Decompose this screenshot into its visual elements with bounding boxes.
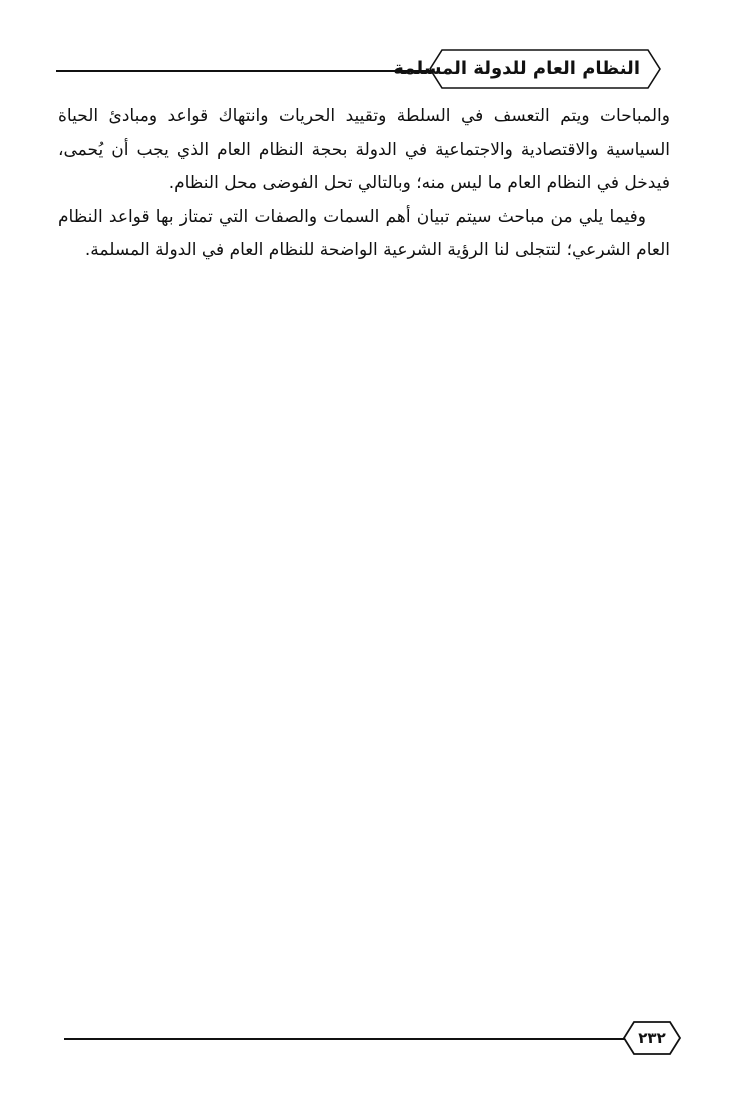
body-text [58,100,670,268]
header-rule [56,70,438,72]
footer-rule [64,1038,630,1040]
page-number: ٢٣٢ [638,1029,666,1047]
paragraph-1: والمباحات ويتم التعسف في السلطة وتقييد الحريات وانتهاك قواعد ومبادئ الحياة السياسية والاقتصادية والاجتماعية في الدولة بحجة النظام العام الذي يجب أن يُحمى، فيدخل في النظام العام ما ليس منه؛ وبالتالي تحل الفوضى محل النظام. [58,106,670,193]
running-title: النظام العام للدولة المسلمة [393,58,640,79]
paragraph-2: وفيما يلي من مباحث سيتم تبيان أهم السمات والصفات التي تمتاز بها قواعد النظام العام الشرعي؛ لتتجلى لنا الرؤية الشرعية الواضحة للنظام العام في الدولة المسلمة. [58,206,670,260]
